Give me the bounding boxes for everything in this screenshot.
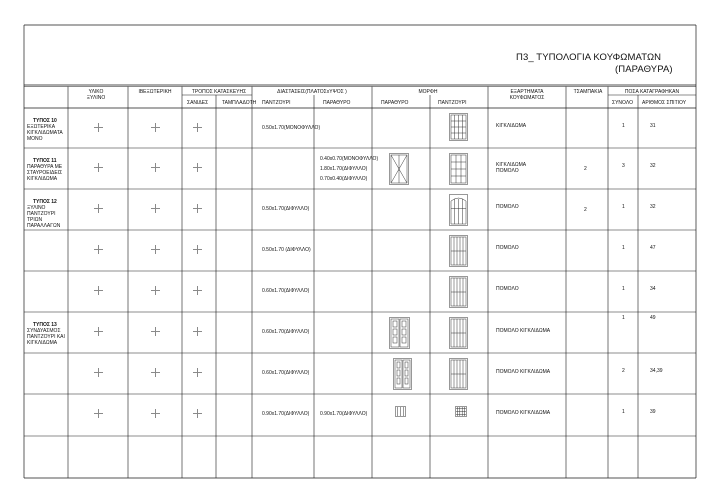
recorded-house-number: 32 [650,163,656,169]
cross-marker-icon [94,204,103,213]
recorded-total: 1 [622,315,625,321]
panel-shutter-icon [389,317,410,349]
row-type-label: ΤΥΠΟΣ 11 [33,158,57,164]
cross-casement-icon [389,153,409,185]
dimension-window: 1.80x1.70(ΔΙΦΥΛΛΟ) [320,166,368,172]
cross-marker-icon [94,409,103,418]
cross-marker-icon [94,123,103,132]
header-house-number: ΑΡΙΘΜΟΣ ΣΠΙΤΙΟΥ [642,100,687,106]
header-exterior: ΙΒΕΞΩΤΕΡΙΚΗ [138,89,172,95]
recorded-house-number: 32 [650,204,656,210]
dimension-shutter: 0.50x1.70(ΔΙΦΥΛΛΟ) [262,206,310,212]
hardware-label: ΚΙΓΚΛΙΔΩΜΑ ΠΟΜΟΛΟ [496,162,526,174]
recorded-total: 1 [622,123,625,129]
cross-marker-icon [193,286,202,295]
header-panelled: ΤΑΜΠΛΑΔΟΤΗ [222,100,257,106]
cross-marker-icon [94,163,103,172]
cross-marker-icon [151,368,160,377]
louvre-shutter-icon [449,358,468,390]
row-type-description: ΠΑΡΑΘΥΡΑ ΜΕ ΣΤΑΥΡΟΕΙΔΕΙΣ ΚΙΓΚΛΙΔΩΜΑ [27,164,63,182]
recorded-house-number: 34 [650,286,656,292]
recorded-total: 2 [622,368,625,374]
arched-shutter-icon [449,194,468,226]
header-total: ΣΥΝΟΛΟ [612,100,633,106]
row-type-description: ΞΥΛΙΝΟ ΠΑΝΤΖΟΥΡΙ ΤΡΙΩΝ ΠΑΡΑΛΛΑΓΩΝ [27,205,61,229]
sheet-title-line2: (ΠΑΡΑΘΥΡΑ) [615,64,673,75]
hardware-label: ΠΟΜΟΛΟ ΚΙΓΚΛΙΔΩΜΑ [496,410,551,416]
header-form-shutter: ΠΑΝΤΖΟΥΡΙ [438,100,467,106]
recorded-house-number: 34,39 [650,368,663,374]
recorded-total: 3 [622,163,625,169]
small-grille-icon [395,406,406,417]
cross-marker-icon [193,368,202,377]
dimension-window: 0.90x1.70(ΔΙΦΥΛΛΟ) [320,411,368,417]
header-form: ΜΟΡΦΗ [418,89,438,95]
recorded-house-number: 39 [650,409,656,415]
cross-marker-icon [151,123,160,132]
cross-marker-icon [193,123,202,132]
grid-window-icon [449,153,468,185]
header-hinges: ΤΣΑΜΠΑΚΙΑ [573,89,603,95]
recorded-total: 1 [622,204,625,210]
row-type-label: ΤΥΠΟΣ 10 [33,118,57,124]
row-type-label: ΤΥΠΟΣ 12 [33,199,57,205]
cross-marker-icon [151,409,160,418]
barred-grille-icon [449,113,468,141]
header-dimensions: ΔΙΑΣΤΑΣΕΙΣ(ΠΛΑΤΟΣxΥΨΟΣ ) [277,89,347,95]
cross-marker-icon [193,409,202,418]
dimension-shutter: 0.90x1.70(ΔΙΦΥΛΛΟ) [262,411,310,417]
hardware-label: ΠΟΜΟΛΟ ΚΙΓΚΛΙΔΩΜΑ [496,369,551,375]
dimension-shutter: 0.60x1.70(ΔΙΦΥΛΛΟ) [262,329,310,335]
header-planks: ΣΑΝΙΔΕΣ [187,100,209,106]
cross-marker-icon [94,286,103,295]
recorded-total: 1 [622,245,625,251]
row-type-label: ΤΥΠΟΣ 13 [33,322,57,328]
dimension-window: 0.70x0.40(ΔΙΦΥΛΛΟ) [320,176,368,182]
dimension-shutter: 0.50x1.70 (ΔΙΦΥΛΛΟ) [262,247,311,253]
hardware-label: ΠΟΜΟΛΟ [496,245,519,251]
cross-marker-icon [193,204,202,213]
row-type-description: ΕΞΩΤΕΡΙΚΑ ΚΙΓΚΛΙΔΩΜΑΤΑ ΜΟΝΟ [27,124,63,142]
cross-marker-icon [151,204,160,213]
hardware-label: ΚΙΓΚΛΙΔΩΜΑ [496,123,527,129]
hardware-label: ΠΟΜΟΛΟ ΚΙΓΚΛΙΔΩΜΑ [496,328,551,334]
cross-marker-icon [151,163,160,172]
cross-marker-icon [193,245,202,254]
louvre-shutter-icon [449,276,468,308]
cross-marker-icon [94,368,103,377]
small-mesh-icon [455,406,467,417]
cross-marker-icon [94,245,103,254]
header-hardware-sub: ΚΟΥΦΩΜΑΤΟΣ [509,95,545,101]
recorded-house-number: 49 [650,315,656,321]
header-dim-window: ΠΑΡΑΘΥΡΟ [323,100,351,106]
recorded-total: 1 [622,409,625,415]
header-material-sub: ΞΥΛΙΝΟ [86,95,106,101]
row-type-description: ΣΥΝΔΥΑΣΜΟΣ ΠΑΝΤΖΟΥΡΙ ΚΑΙ ΚΙΓΚΛΙΔΩΜΑ [27,328,65,346]
cross-marker-icon [193,327,202,336]
louvre-shutter-icon [449,235,468,267]
hardware-label: ΠΟΜΟΛΟ [496,286,519,292]
dimension-shutter: 0.50x1.70(ΜΟΝΟΦΥΛΛΟ) [262,125,321,131]
header-recorded: ΠΟΣΑ ΚΑΤΑΓΡΑΦΗΚΑΝ [624,89,680,95]
hinges-count: 2 [584,207,587,213]
header-construction: ΤΡΟΠΟΣ ΚΑΤΑΣΚΕΥΗΣ [191,89,247,95]
cross-marker-icon [151,286,160,295]
louvre-shutter-icon [449,317,468,349]
dimension-shutter: 0.60x1.70(ΔΙΦΥΛΛΟ) [262,288,310,294]
header-form-window: ΠΑΡΑΘΥΡΟ [381,100,409,106]
hardware-label: ΠΟΜΟΛΟ [496,204,519,210]
panel-shutter-icon [393,358,412,390]
header-hardware: ΕΞΑΡΤΗΜΑΤΑ [510,89,544,95]
dimension-window: 0.40x0.70(ΜΟΝΟΦΥΛΛΟ) [320,156,379,162]
header-material: ΥΛΙΚΟ [88,89,104,95]
recorded-house-number: 47 [650,245,656,251]
cross-marker-icon [193,163,202,172]
header-dim-shutter: ΠΑΝΤΖΟΥΡΙ [262,100,291,106]
hinges-count: 2 [584,166,587,172]
cross-marker-icon [151,327,160,336]
sheet-title-line1: Π3_ ΤΥΠΟΛΟΓΙΑ ΚΟΥΦΩΜΑΤΩΝ [516,52,662,63]
cross-marker-icon [94,327,103,336]
recorded-total: 1 [622,286,625,292]
recorded-house-number: 31 [650,123,656,129]
cross-marker-icon [151,245,160,254]
dimension-shutter: 0.60x1.70(ΔΙΦΥΛΛΟ) [262,370,310,376]
